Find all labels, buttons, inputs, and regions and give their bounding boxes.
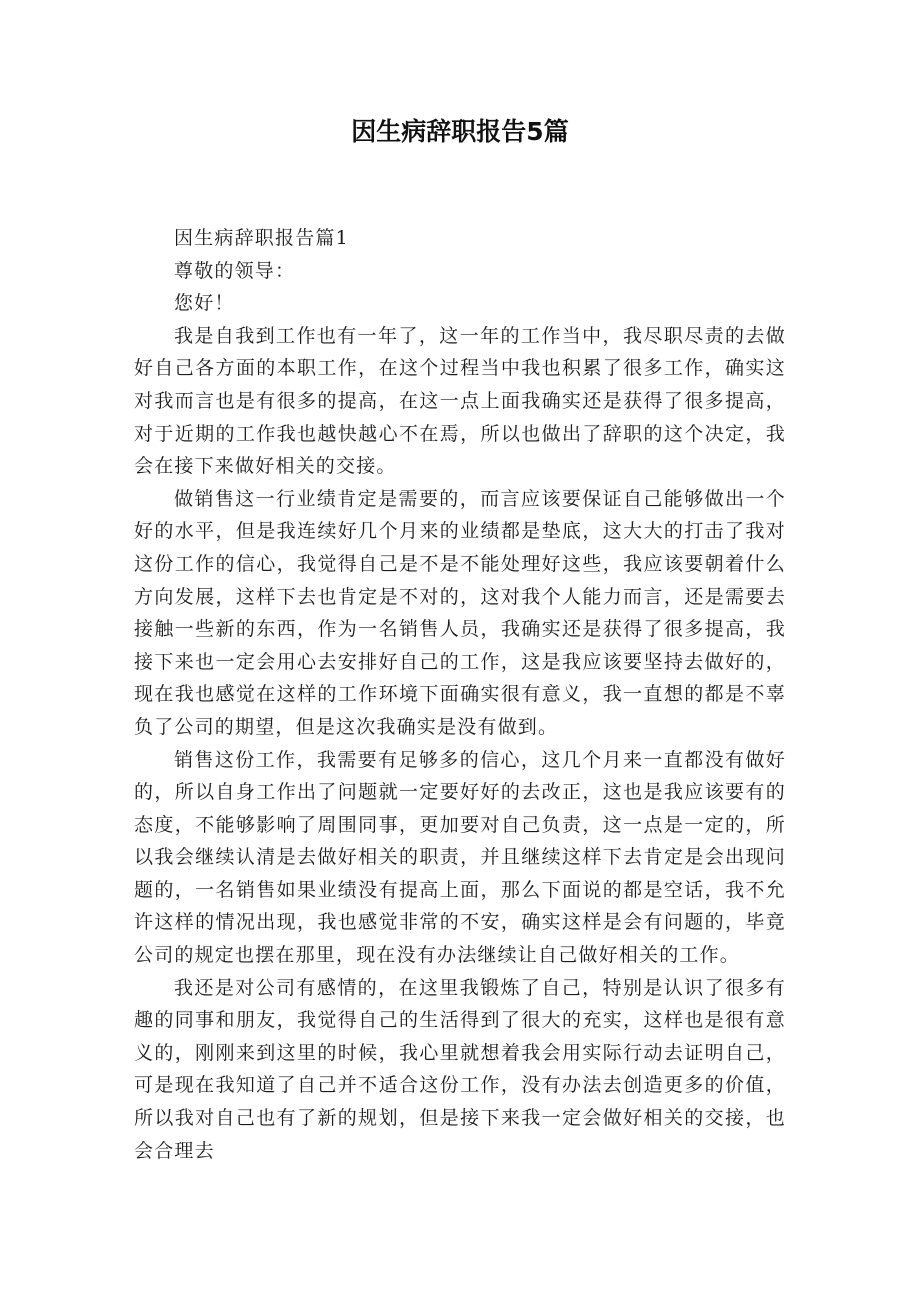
body-paragraph-4: 我还是对公司有感情的，在这里我锻炼了自己，特别是认识了很多有趣的同事和朋友，我觉得自己的生活得到了很大的充实，这样也是很有意义的，刚刚来到这里的时候，我心里就想着我会用实际行动去证明自己，可是现在我知道了自己并不适合这份工作，没有办法去创造更多的价值，所以我对自己也有了新的规划，但是接下来我一定会做好相关的交接，也会合理去 <box>134 976 786 1162</box>
body-paragraph-2: 做销售这一行业绩肯定是需要的，而言应该要保证自己能够做出一个好的水平，但是我连续好几个月来的业绩都是垫底，这大大的打击了我对这份工作的信心，我觉得自己是不是不能处理好这些，我应该要朝着什么方向发展，这样下去也肯定是不对的，这对我个人能力而言，还是需要去接触一些新的东西，作为一名销售人员，我确实还是获得了很多提高，我接下来也一定会用心去安排好自己的工作，这是我应该要坚持去做好的，现在我也感觉在这样的工作环境下面确实很有意义，我一直想的都是不辜负了公司的期望，但是这次我确实是没有做到。 <box>134 487 786 738</box>
greeting: 您好！ <box>174 292 235 315</box>
section-heading: 因生病辞职报告篇1 <box>174 227 349 249</box>
body-paragraph-1: 我是自我到工作也有一年了，这一年的工作当中，我尽职尽责的去做好自己各方面的本职工作，在这个过程当中我也积累了很多工作，确实这对我而言也是有很多的提高，在这一点上面我确实还是获得了很多提高，对于近期的工作我也越快越心不在焉，所以也做出了辞职的这个决定，我会在接下来做好相关的交接。 <box>134 324 786 478</box>
salutation: 尊敬的领导： <box>174 259 296 282</box>
document-body <box>134 222 786 1167</box>
document-title: 因生病辞职报告5篇 <box>351 117 569 146</box>
body-paragraph-3: 销售这份工作，我需要有足够多的信心，这几个月来一直都没有做好的，所以自身工作出了问题就一定要好好的去改正，这也是我应该要有的态度，不能够影响了周围同事，更加要对自己负责，这一点是一定的，所以我会继续认清是去做好相关的职责，并且继续这样下去肯定是会出现问题的，一名销售如果业绩没有提高上面，那么下面说的都是空话，我不允许这样的情况出现，我也感觉非常的不安，确实这样是会有问题的，毕竟公司的规定也摆在那里，现在没有办法继续让自己做好相关的工作。 <box>134 748 786 967</box>
